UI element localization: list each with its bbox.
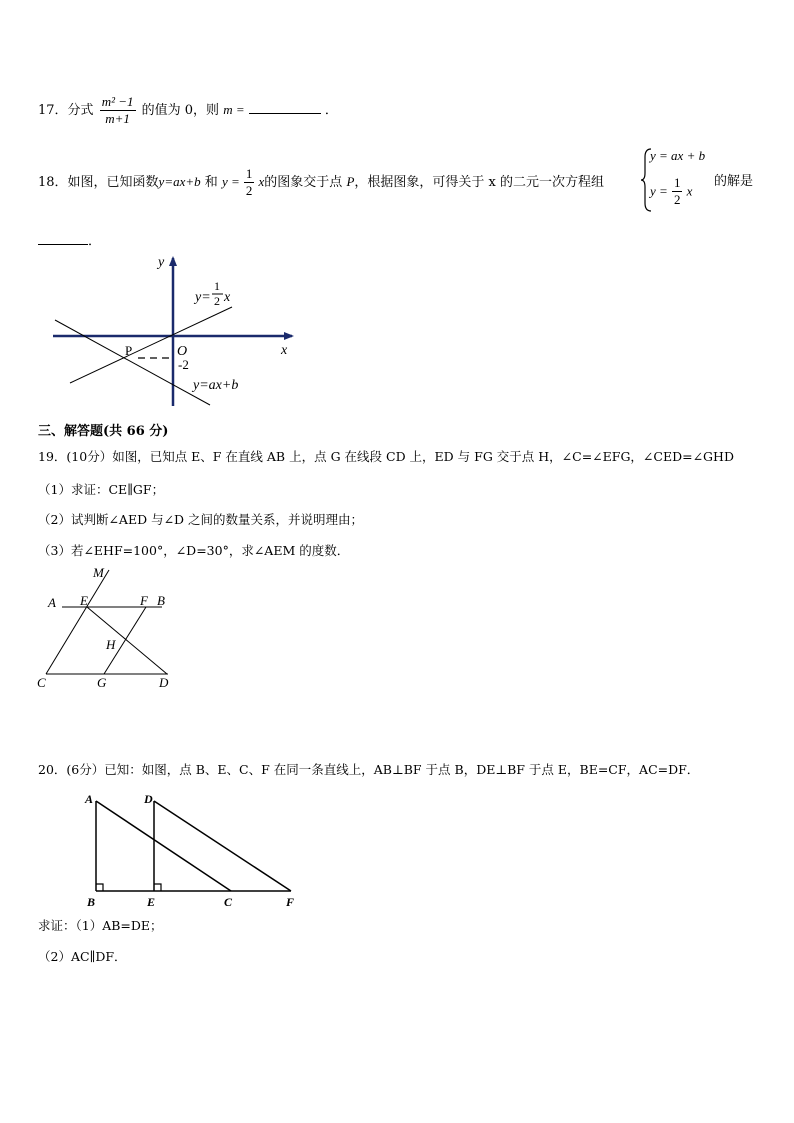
y-axis-arrow-icon [169,256,177,266]
fig19-label-g: G [97,675,107,690]
segment-df [154,801,291,891]
q18-and: 和 [204,175,218,190]
q20-prove1: 求证：（1）AB=DE； [38,918,163,933]
q18-system-eq2-lhs: y = [650,183,668,199]
fig20-label-c: C [224,895,233,909]
q17-end: ． [324,103,338,118]
q17-answer-blank[interactable] [249,99,321,114]
fig19-label-e: E [80,593,88,608]
neg2-label: -2 [178,357,189,372]
q18-half-num: 1 [245,166,253,181]
line1-label-x: x [224,290,231,305]
q18-equation-system [640,147,720,217]
line1-label-num: 1 [214,279,220,293]
q18-end: ． [88,234,102,249]
segment-ac [96,801,231,891]
q18-suffix: 的解是 [714,174,754,189]
q20-stem: 20．(6分）已知：如图，点 B、E、C、F 在同一条直线上，AB⊥BF 于点 B，DE⊥BF 于点 E，BE=CF，AC=DF． [38,762,700,777]
fig19-label-m: M [93,566,104,580]
q17-suffix: 的值为 0，则 [141,103,220,118]
q19-part3: （3）若∠EHF=100°，∠D=30°，求∠AEM 的度数． [38,543,350,558]
q18-mid2: ，根据图象，可得关于 x 的二元一次方程组 [354,175,605,190]
point-p-label: P [125,343,133,358]
q18-system-half-num: 1 [673,175,681,190]
line2-label: y=ax+b [193,378,239,393]
q18-func1: y=ax+b [158,174,201,189]
fig20-label-a: A [85,792,94,806]
right-angle-b-icon [96,884,103,891]
line1-label-den: 2 [214,294,220,308]
q18-answer-blank[interactable] [38,232,88,245]
q20-prove2: （2）AC∥DF． [38,949,127,964]
q19-stem: 19．(10分）如图，已知点 E、F 在直线 AB 上，点 G 在线段 CD 上，ED 与 FG 交于点 H，∠C=∠EFG，∠CED=∠GHD [38,449,734,464]
q18-system-eq1: y = ax + b [650,148,706,163]
q18-answer-line [38,230,101,249]
q18-system-half [672,175,683,208]
right-angle-e-icon [154,884,161,891]
x-axis-arrow-icon [284,332,294,340]
fig20-label-d: D [144,792,153,806]
y-axis-label: y [158,255,165,270]
q17-fraction [100,94,136,127]
question-17 [38,90,338,130]
q18-point-p: P [346,174,355,189]
fig19-label-d: D [159,675,169,690]
fig19-label-a: A [48,595,56,610]
q17-variable: m = [223,102,245,117]
question-18 [38,162,604,202]
q18-system-eq2 [650,175,692,208]
fig20-label-f: F [286,895,295,909]
q18-system-eq2-x: x [686,183,693,199]
line-y-half-x [70,307,232,383]
q18-func2-lhs: y = [221,174,240,189]
section-3-title: 三、解答题(共 66 分) [38,424,169,439]
fig19-label-h: H [106,637,116,652]
line-mc [46,570,109,674]
line1-label-lhs: y= [195,290,211,305]
q17-prefix: 17．分式 [38,103,94,118]
q18-system-half-den: 2 [673,192,681,207]
q18-mid: 的图象交于点 [264,175,343,190]
q17-frac-denominator: m+1 [105,111,130,126]
fig19-label-c: C [37,675,46,690]
origin-label: O [177,344,188,359]
q17-frac-numerator: m² −1 [101,94,134,109]
fig19-label-f: F [140,593,148,608]
q20-figure [80,790,310,914]
fig20-label-b: B [87,895,96,909]
q18-func2-x: x [258,174,265,189]
q19-part2: （2）试判断∠AED 与∠D 之间的数量关系，并说明理由； [38,512,364,527]
line-ed [87,607,167,674]
q18-half-den: 2 [245,183,253,198]
q18-prefix: 18．如图，已知函数 [38,175,159,190]
fig19-label-b: B [157,593,165,608]
q19-figure [34,566,184,692]
q19-part1: （1）求证：CE∥GF； [38,482,165,497]
q18-graph [50,252,310,412]
x-axis-label: x [281,343,288,358]
q18-half-fraction [244,166,255,199]
fig20-label-e: E [147,895,156,909]
